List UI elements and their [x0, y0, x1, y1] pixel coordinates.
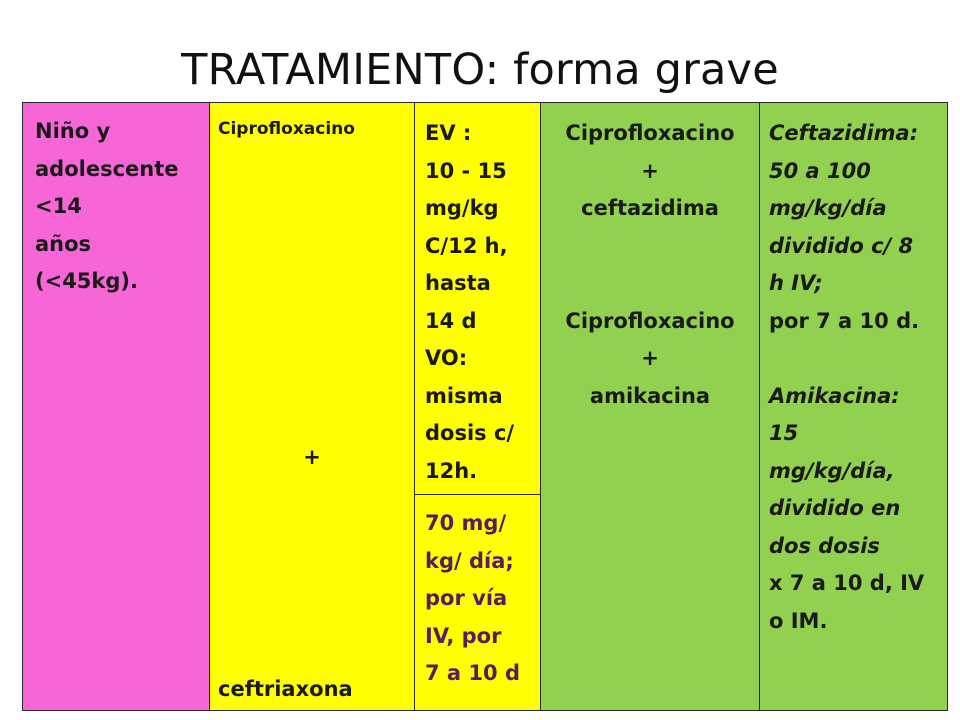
combination-1-line: +: [641, 158, 659, 183]
dose-ev-line: misma: [425, 383, 503, 408]
patient-line: años: [35, 231, 92, 256]
dose-ceftriaxona-line: 7 a 10 d: [425, 661, 520, 685]
regimen-cell: [759, 102, 948, 711]
combination-1-line: ceftazidima: [581, 196, 719, 220]
dose-ev-line: dosis c/: [425, 421, 515, 445]
combination-2-line: amikacina: [589, 383, 711, 408]
dose-ev-line: C/12 h,: [425, 233, 508, 258]
dose-ev-line: hasta: [425, 271, 491, 295]
dose-ceftriaxona-line: kg/ día;: [425, 548, 514, 573]
amikacina-regimen-line: Amikacina:: [769, 383, 900, 408]
ceftazidima-regimen-line: mg/kg/día: [769, 196, 887, 220]
patient-line: (<45kg).: [35, 269, 138, 293]
patient-line: <14: [35, 194, 82, 218]
combination-cell: [540, 102, 760, 711]
patient-line: Niño y: [35, 119, 111, 143]
ceftazidima-duration: por 7 a 10 d.: [769, 308, 920, 333]
dose-ceftriaxona-line: IV, por: [425, 623, 502, 648]
slide-title: TRATAMIENTO: forma grave: [181, 45, 779, 95]
amikacina-regimen-line: dos dosis: [769, 533, 880, 558]
combination-1-line: Ciprofloxacino: [565, 121, 735, 145]
drug-cell: [209, 102, 415, 711]
dose-ev-line: 14 d: [425, 308, 477, 333]
dose-ev-line: EV :: [425, 121, 472, 145]
drug-plus-sign: +: [303, 445, 321, 469]
dose-ceftriaxona-line: por vía: [425, 586, 508, 610]
regimen-spacer: [769, 340, 947, 378]
amikacina-regimen-line: 15: [769, 421, 799, 445]
amikacina-duration-line: x 7 a 10 d, IV: [769, 571, 925, 595]
dose-ev-cell: [414, 102, 541, 495]
amikacina-regimen-line: mg/kg/día,: [769, 458, 895, 483]
drug-ceftriaxona: ceftriaxona: [218, 677, 353, 701]
amikacina-duration-line: o IM.: [769, 608, 828, 633]
dose-ev-line: VO:: [425, 346, 468, 370]
dose-ev-line: 12h.: [425, 458, 478, 483]
dose-ceftriaxona-line: 70 mg/: [425, 511, 507, 535]
ceftazidima-regimen-line: Ceftazidima:: [769, 121, 919, 145]
dose-ceftriaxona-cell: [414, 494, 541, 711]
combination-spacer: [541, 265, 759, 303]
ceftazidima-regimen-line: h IV;: [769, 271, 823, 295]
amikacina-regimen-line: dividido en: [769, 496, 901, 520]
ceftazidima-regimen-line: 50 a 100: [769, 158, 871, 183]
ceftazidima-regimen-line: dividido c/ 8: [769, 233, 914, 258]
dose-ev-line: mg/kg: [425, 196, 499, 220]
combination-2-line: Ciprofloxacino: [565, 308, 735, 333]
combination-spacer: [541, 228, 759, 266]
drug-ciprofloxacino: Ciprofloxacino: [218, 119, 355, 139]
combination-2-line: +: [641, 346, 659, 370]
patient-group-cell: [22, 102, 210, 711]
dose-ev-line: 10 - 15: [425, 158, 507, 183]
patient-line: adolescente: [35, 156, 179, 181]
